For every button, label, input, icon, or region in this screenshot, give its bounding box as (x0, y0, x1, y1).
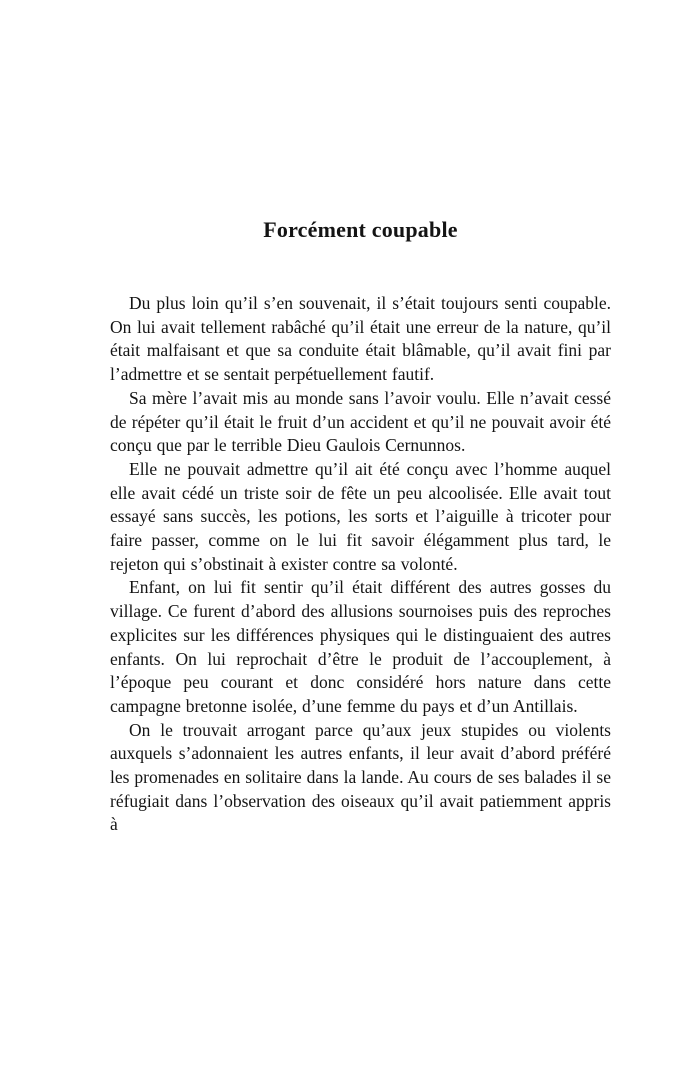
body-paragraph: Elle ne pouvait admettre qu’il ait été conçu avec l’homme auquel elle avait cédé un triste soir de fête un peu alcoolisée. Elle avait tout essayé sans succès, les potions, les sorts et l’aiguille à tricoter pour faire passer, comme on le lui fit savoir élégamment plus tard, le rejeton qui s’obstinait à exister contre sa volonté. (110, 458, 611, 574)
text-block (110, 216, 611, 837)
body-paragraph: Sa mère l’avait mis au monde sans l’avoir voulu. Elle n’avait cessé de répéter qu’il était le fruit d’un accident et qu’il ne pouvait avoir été conçu que par le terrible Dieu Gaulois Cernunnos. (110, 387, 611, 456)
body-paragraph: Du plus loin qu’il s’en souvenait, il s’était toujours senti coupable. On lui avait tellement rabâché qu’il était une erreur de la nature, qu’il était malfaisant et que sa conduite était blâmable, qu’il avait fini par l’admettre et se sentait perpétuellement fautif. (110, 293, 611, 385)
body-paragraph: Enfant, on lui fit sentir qu’il était différent des autres gosses du village. Ce furent d’abord des allusions sournoises puis des reproches explicites sur les différences physiques qui le distinguaient des autres enfants. On lui reprochait d’être le produit de l’accouplement, à l’époque peu courant et donc considéré hors nature dans cette campagne bretonne isolée, d’une femme du pays et d’un Antillais. (110, 577, 611, 716)
body-paragraph: On le trouvait arrogant parce qu’aux jeux stupides ou violents auxquels s’adonnaient les autres enfants, il leur avait d’abord préféré les promenades en solitaire dans la lande. Au cours de ses balades il se réfugiait dans l’observation des oiseaux qu’il avait patiemment appris à (110, 719, 611, 835)
chapter-body (110, 292, 611, 837)
chapter-title: Forcément coupable (263, 217, 458, 242)
